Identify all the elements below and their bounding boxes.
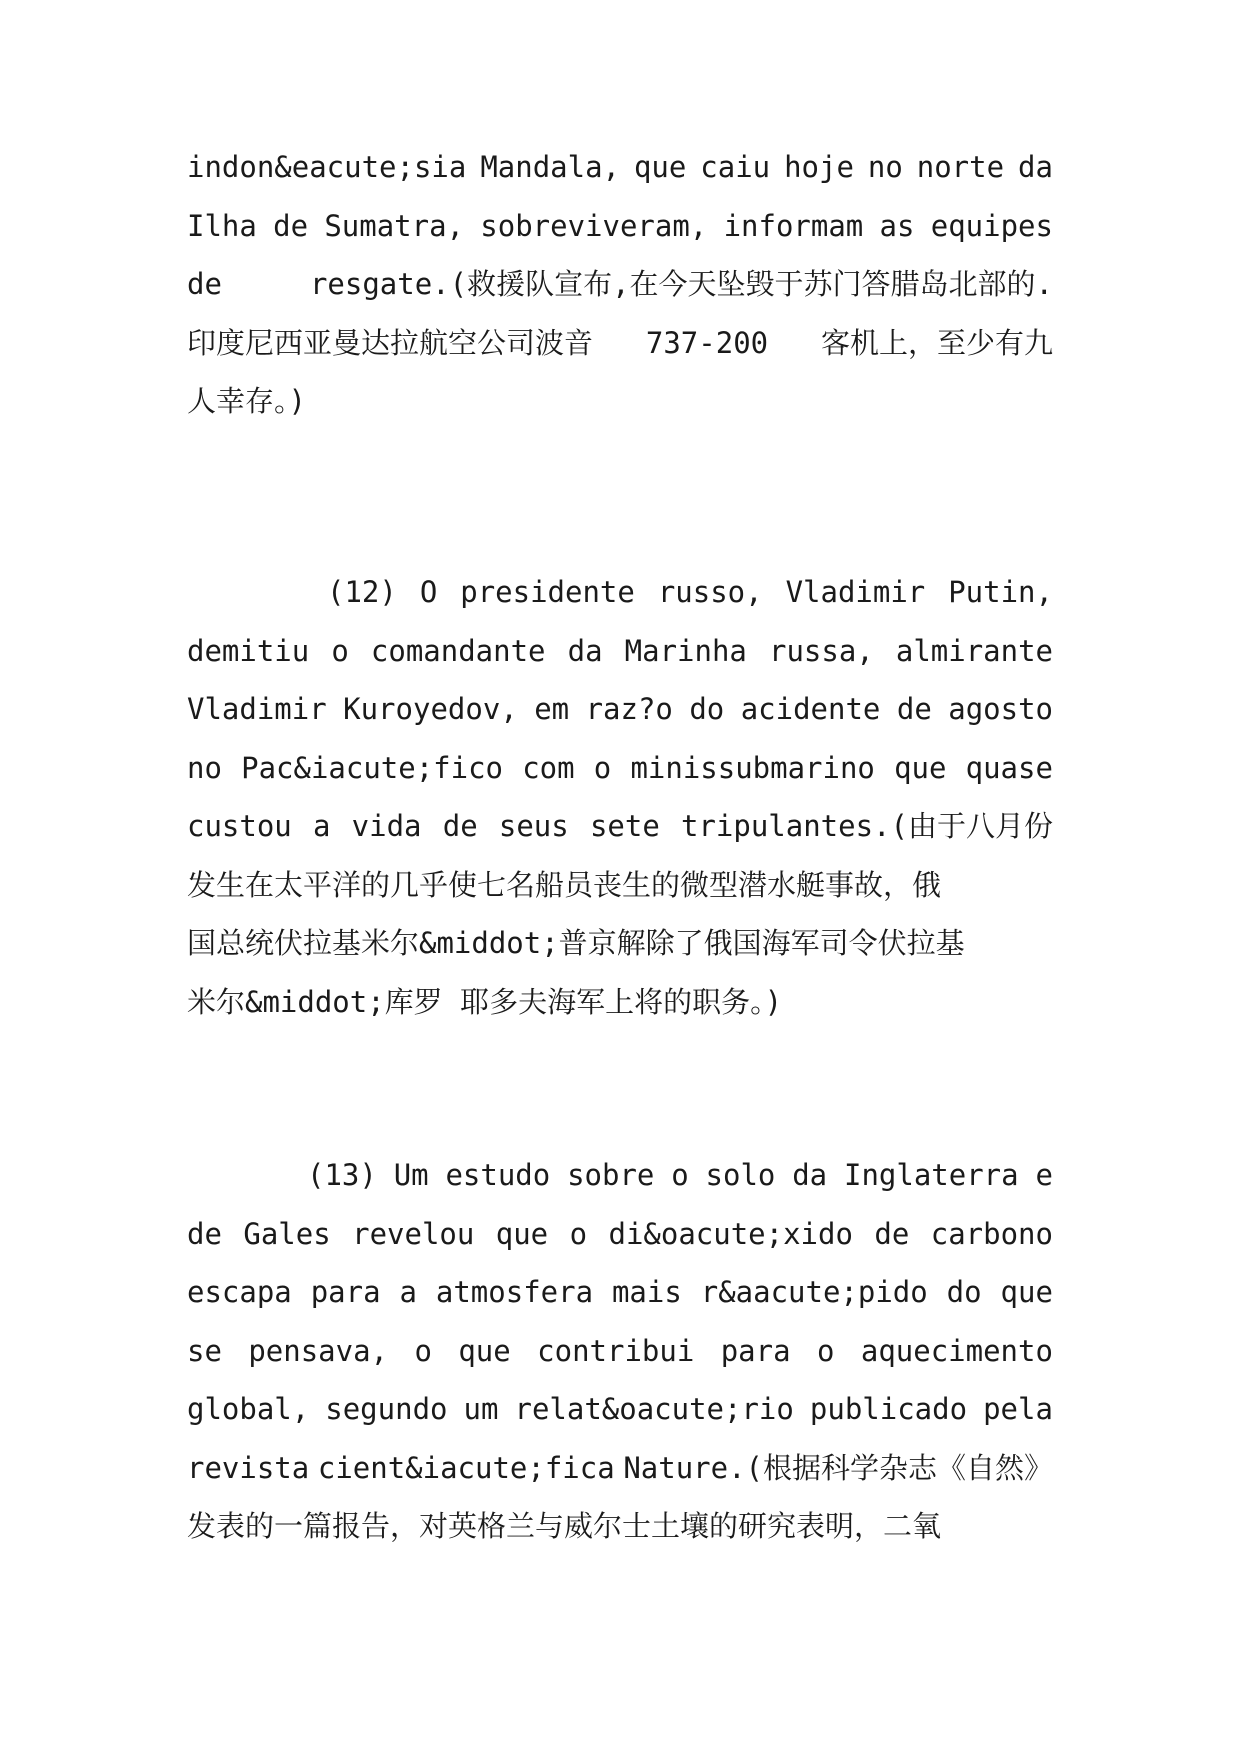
- word: o: [414, 1333, 432, 1368]
- word: a: [312, 809, 331, 843]
- text-line: [187, 739, 1053, 798]
- word: Inglaterra: [843, 1158, 1019, 1192]
- word: o: [816, 1333, 835, 1368]
- text-line: [187, 797, 1053, 856]
- word: de: [273, 208, 309, 243]
- word: e: [1035, 1158, 1053, 1192]
- text-line: [187, 1263, 1053, 1322]
- word: Ilha: [187, 208, 257, 243]
- word: minissubmarino: [630, 750, 875, 785]
- word: escapa: [187, 1275, 292, 1309]
- word: estudo: [445, 1158, 551, 1192]
- word: sobreviveram,: [480, 208, 708, 243]
- word: o: [331, 633, 349, 668]
- word: para: [310, 1275, 381, 1309]
- word: carbono: [930, 1216, 1053, 1251]
- word: da: [792, 1158, 828, 1192]
- word: pensava,: [248, 1333, 389, 1368]
- word: de: [874, 1216, 910, 1251]
- text-line: [187, 973, 1053, 1032]
- text-line: [187, 255, 1053, 314]
- word: da: [567, 633, 603, 668]
- text-line: [187, 1380, 1053, 1439]
- word: que: [1000, 1275, 1053, 1309]
- text-line: [187, 197, 1053, 256]
- word: 客机上，至少有九: [820, 325, 1053, 360]
- word: 国总统伏拉基米尔&middot;普京解除了俄国海军司令伏拉基: [187, 926, 965, 960]
- word: caiu: [700, 150, 771, 184]
- word: aquecimento: [860, 1333, 1053, 1368]
- item-number: (12): [327, 575, 397, 609]
- word: raz?o: [585, 692, 673, 726]
- word: publicado: [809, 1392, 968, 1426]
- word: Vladimir: [785, 575, 926, 609]
- word: quase: [965, 750, 1053, 785]
- text-line: [187, 1497, 1053, 1556]
- text-line: [187, 1146, 1053, 1205]
- word: de: [442, 809, 478, 843]
- word: r&aacute;pido: [700, 1275, 928, 1309]
- word: para: [720, 1333, 791, 1368]
- word: Mandala,: [480, 150, 620, 184]
- word: mais: [611, 1275, 682, 1309]
- word: sobre: [567, 1158, 655, 1192]
- word: comandante: [370, 633, 546, 668]
- word: 人幸存。): [187, 384, 306, 418]
- word: Nature.(根据科学杂志《自然》: [623, 1450, 1053, 1485]
- word: revelou: [352, 1216, 475, 1251]
- word: em: [534, 692, 570, 726]
- word: o: [593, 750, 612, 785]
- text-line: [187, 372, 1053, 431]
- word: seus: [498, 809, 569, 843]
- word: que: [458, 1333, 511, 1368]
- word: agosto: [948, 692, 1053, 726]
- word: revista: [187, 1450, 310, 1485]
- word: no: [867, 150, 903, 184]
- word: custou: [187, 809, 292, 843]
- word: 发表的一篇报告，对英格兰与威尔士土壤的研究表明，二氧: [187, 1509, 942, 1543]
- text-line: [187, 138, 1053, 197]
- item-number: (13): [307, 1158, 377, 1192]
- word: o: [671, 1158, 689, 1192]
- word: com: [522, 750, 575, 785]
- word: Kuroyedov,: [343, 692, 518, 726]
- word: relat&oacute;rio: [514, 1392, 794, 1426]
- word: Vladimir: [187, 692, 327, 726]
- word: do: [689, 692, 725, 726]
- word: a: [399, 1275, 417, 1309]
- word: tripulantes.(由于八月份: [681, 809, 1053, 843]
- word: atmosfera: [435, 1275, 594, 1309]
- text-line: [187, 856, 1053, 915]
- word: de: [187, 1216, 222, 1251]
- word: 印度尼西亚曼达拉航空公司波音: [187, 325, 594, 360]
- word: di&oacute;xido: [608, 1216, 853, 1251]
- word: do: [946, 1275, 982, 1309]
- word: Gales: [243, 1216, 331, 1251]
- word: Pac&iacute;fico: [241, 750, 504, 785]
- word: Um: [393, 1158, 429, 1192]
- word: que: [633, 150, 687, 184]
- text-line: [187, 1322, 1053, 1381]
- word: Marinha: [624, 633, 747, 668]
- word: que: [894, 750, 947, 785]
- word: informam: [723, 208, 864, 243]
- text-line: [187, 563, 1053, 622]
- word: 米尔&middot;库罗: [187, 984, 443, 1019]
- word: se: [187, 1333, 222, 1368]
- text-line: [187, 914, 1053, 973]
- word: o: [569, 1216, 588, 1251]
- word: russo,: [657, 575, 763, 609]
- word: demitiu: [187, 633, 310, 668]
- text-line: [187, 622, 1053, 681]
- word: almirante: [895, 633, 1053, 668]
- word: vida: [351, 809, 422, 843]
- word: Putin,: [948, 575, 1053, 609]
- word: solo: [705, 1158, 776, 1192]
- word: acidente: [740, 692, 881, 726]
- word: Sumatra,: [324, 208, 465, 243]
- word: russa,: [768, 633, 874, 668]
- word: pela: [983, 1392, 1053, 1426]
- word: que: [495, 1216, 549, 1251]
- word: contribui: [537, 1333, 695, 1368]
- word: O: [419, 575, 438, 609]
- word: equipes: [930, 208, 1053, 243]
- word: da: [1018, 150, 1053, 184]
- word: indon&eacute;sia: [187, 150, 467, 184]
- word: 737-200: [645, 325, 769, 360]
- word: de: [187, 267, 222, 301]
- word: global,: [187, 1392, 310, 1426]
- paragraph-12: [187, 563, 1053, 1031]
- word: de: [896, 692, 932, 726]
- word: presidente: [460, 575, 635, 609]
- paragraph-11-continuation: [187, 138, 1053, 431]
- word: um: [463, 1392, 499, 1426]
- text-line: [187, 680, 1053, 739]
- word: resgate.(救援队宣布,在今天坠毁于苏门答腊岛北部的.: [309, 267, 1053, 301]
- word: sete: [589, 809, 660, 843]
- text-line: [187, 314, 1053, 373]
- word: 耶多夫海军上将的职务。): [460, 984, 783, 1019]
- text-line: [187, 1205, 1053, 1264]
- word: segundo: [325, 1392, 448, 1426]
- paragraph-13: [187, 1146, 1053, 1556]
- text-line: [187, 1439, 1053, 1498]
- word: hoje: [784, 150, 854, 184]
- word: 发生在太平洋的几乎使七名船员丧生的微型潜水艇事故，俄: [187, 867, 942, 902]
- word: no: [187, 750, 222, 785]
- word: cient&iacute;fica: [317, 1450, 615, 1485]
- word: norte: [916, 150, 1005, 184]
- word: as: [879, 208, 915, 243]
